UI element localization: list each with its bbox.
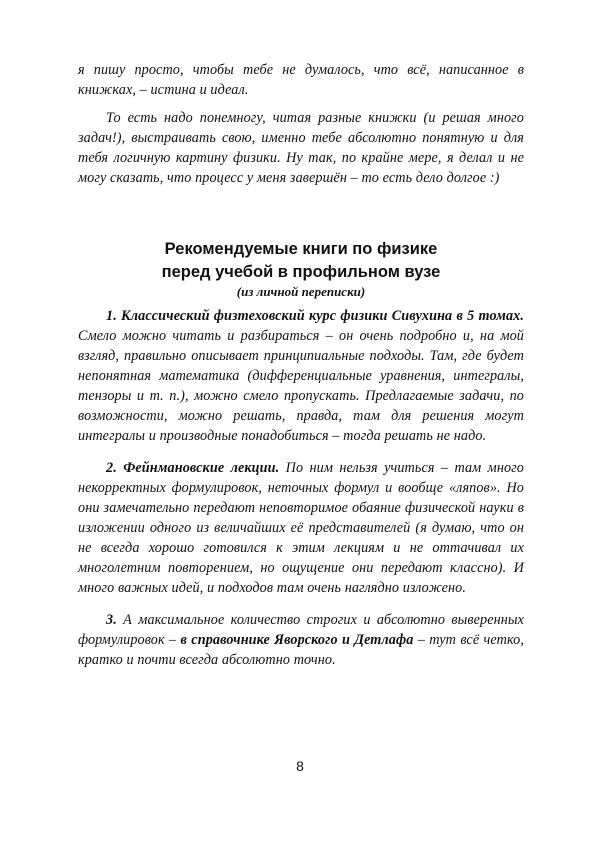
- book-item-2-text: По ним нельзя учиться – там много некорректных формулировок, неточных формул и вообще «ляпов». Но они замечательно передают неповторимое обаяние физической науки в изложении одного из величайших её представителей (я думаю, что он не всегда хорошо готовился к этим лекциям и не оттачивал их многолетним повторением, но ощущение они передают классно). И много важных идей, и подходов там очень наглядно изложено.: [78, 460, 524, 596]
- book-list: [78, 306, 524, 670]
- book-item-2: [78, 458, 524, 598]
- intro-text: [78, 60, 524, 188]
- intro-paragraph-1: я пишу просто, чтобы тебе не думалось, что всё, написанное в книжках, – истина и идеал.: [78, 62, 524, 98]
- book-item-1: [78, 306, 524, 446]
- book-item-3-number: 3.: [106, 612, 117, 628]
- page-number: 8: [296, 758, 304, 774]
- book-item-1-title: 1. Классический физтеховский курс физики Сивухина в 5 томах.: [106, 308, 524, 324]
- book-item-1-text: Смело можно читать и разбираться – он очень подробно и, на мой взгляд, правильно описывает принципиальные подходы. Там, где будет непонятная математика (дифференциальные уравнения, интегралы, тензоры и т. п.), можно смело пропускать. Предлагаемые задачи, по возможности, можно решать, правда, там для решения могут интегралы и производные понадобиться – тогда решать не надо.: [78, 328, 524, 444]
- book-item-3-text-after: – тут всё четко, кратко и почти всегда абсолютно точно.: [78, 632, 524, 668]
- section-subtitle: (из личной переписки): [236, 284, 366, 299]
- book-item-3-text-before: А максимальное количество строгих и абсолютно выверенных формулировок –: [78, 612, 524, 648]
- section-title-line-2: перед учебой в профильном вузе: [161, 263, 441, 281]
- book-item-3: [78, 610, 524, 670]
- intro-paragraph-2: То есть надо понемногу, читая разные книжки (и решая много задач!), выстраивать свою, именно тебе абсолютно понятную и для тебя логичную картину физики. Ну так, по крайне мере, я делал и не могу сказать, что процесс у меня завершён – то есть дело долгое :): [78, 110, 524, 186]
- section-title: [78, 238, 524, 284]
- book-item-2-title: 2. Фейнмановские лекции.: [106, 460, 280, 476]
- book-item-3-reference: в справочнике Яворского и Детлафа: [180, 632, 414, 648]
- section-title-line-1: Рекомендуемые книги по физике: [164, 240, 438, 258]
